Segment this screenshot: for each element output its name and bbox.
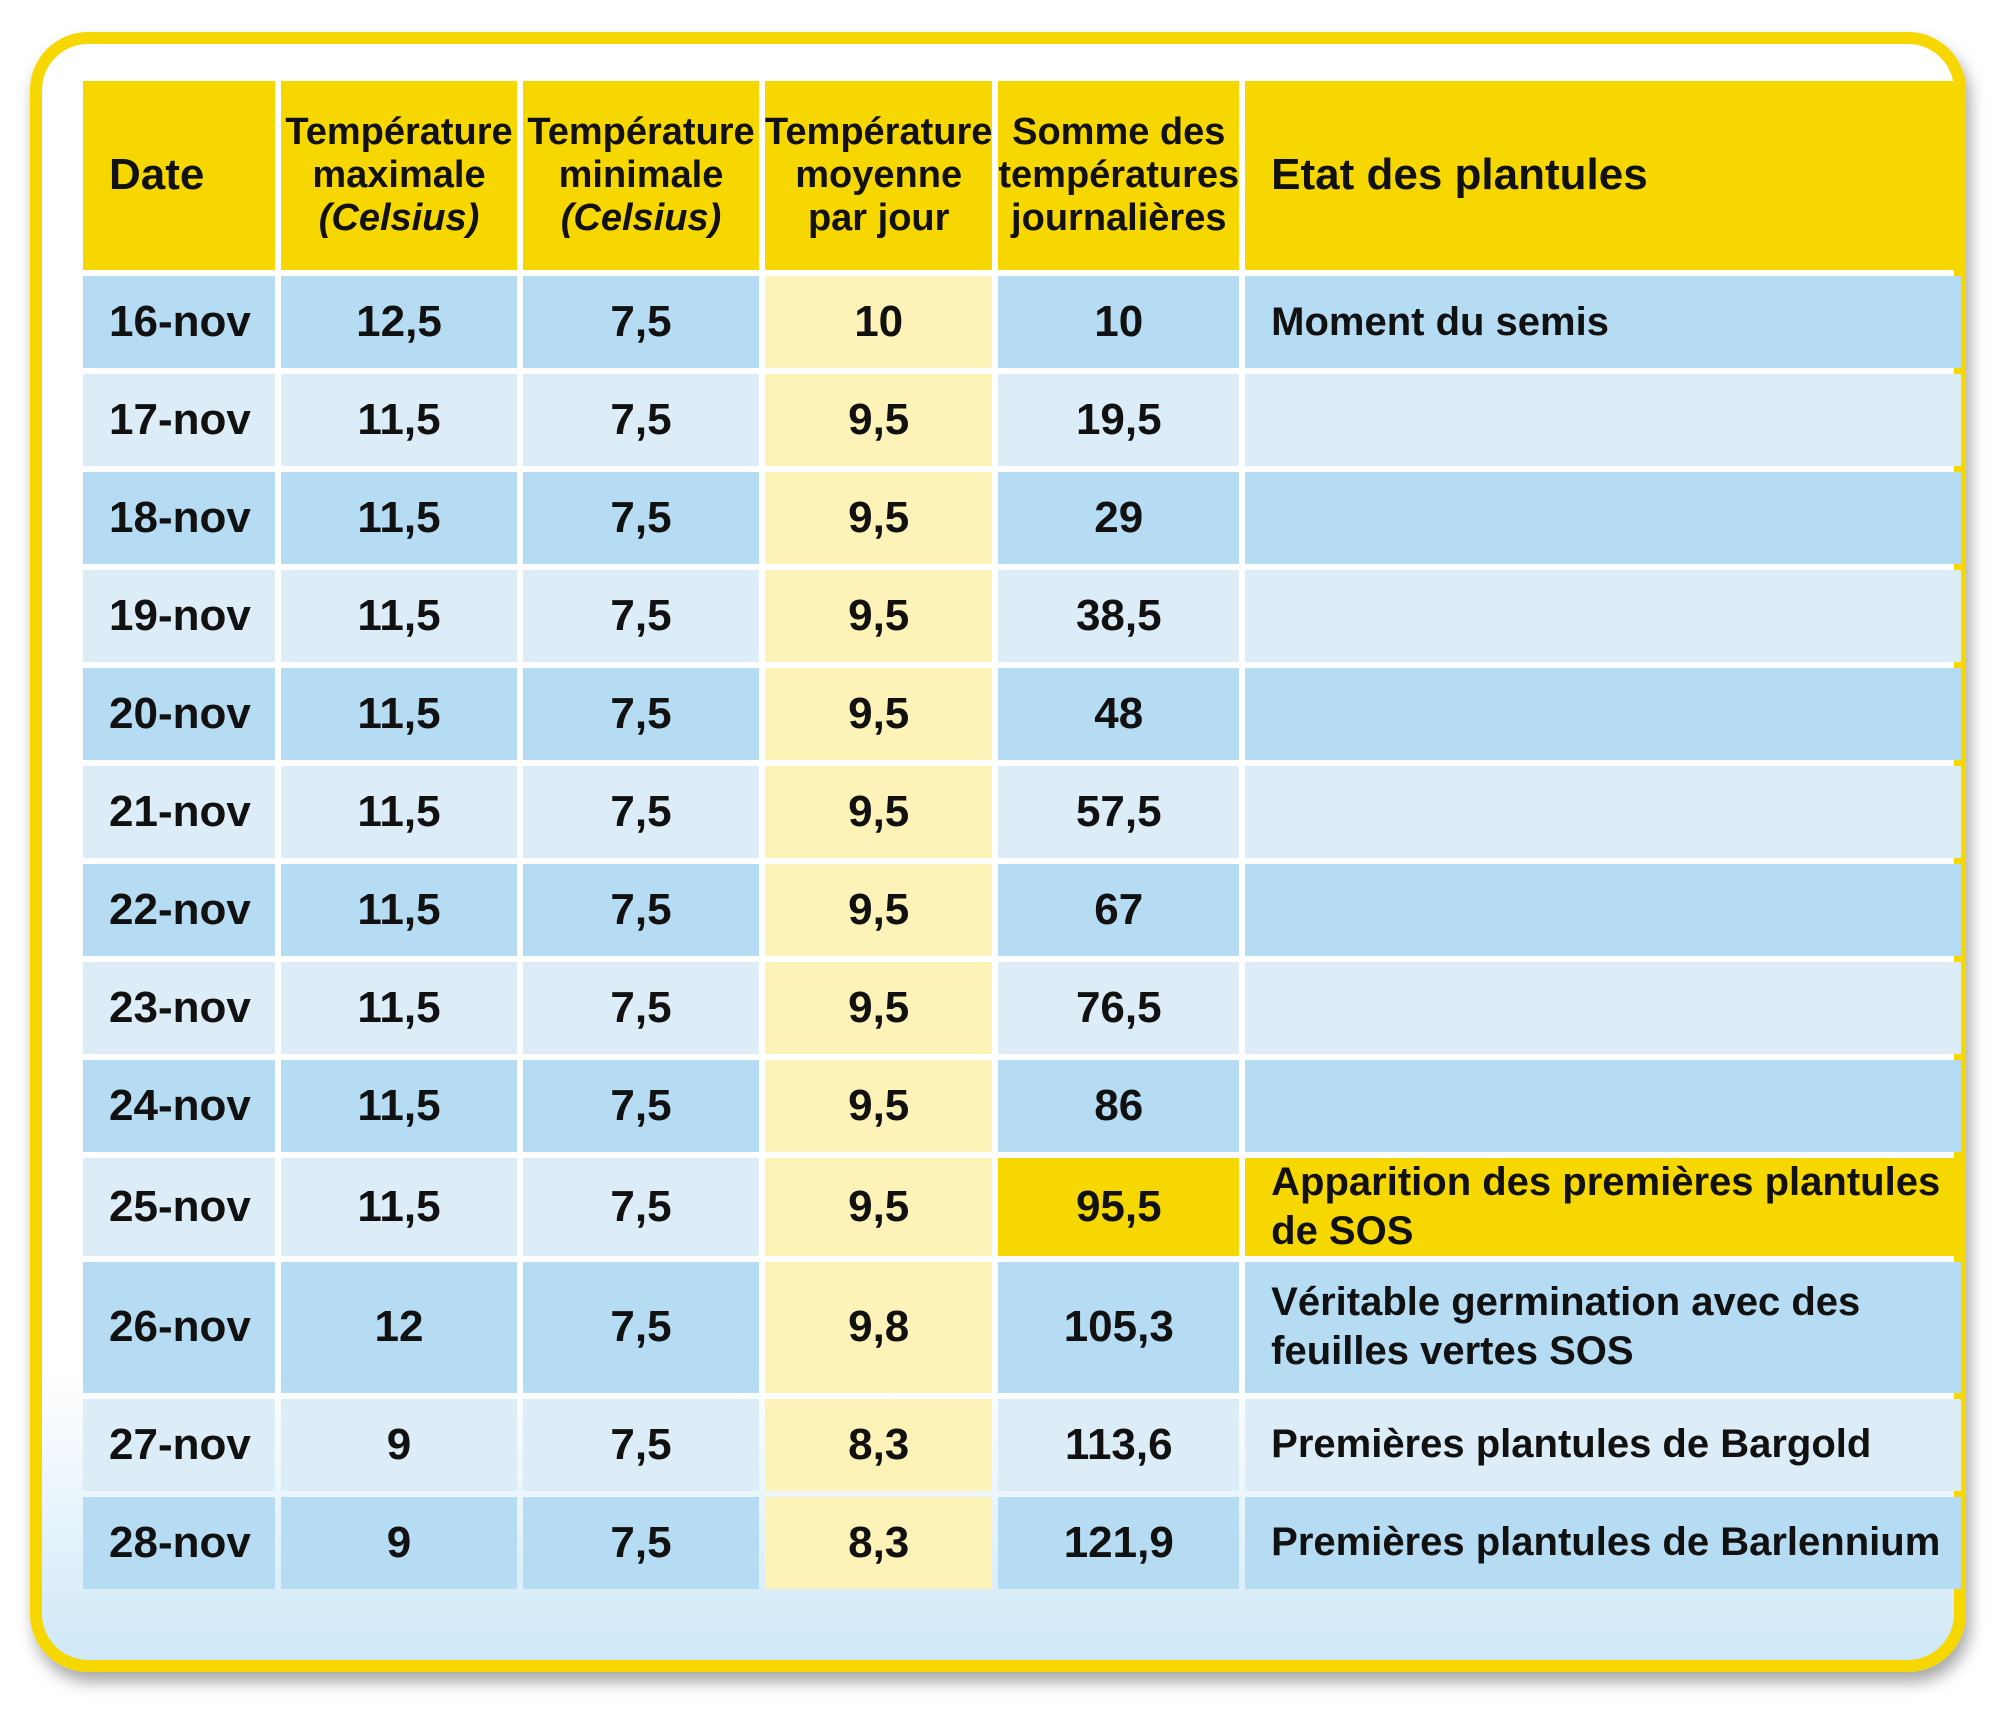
- table-row: [83, 1158, 1961, 1256]
- temperature-table: [77, 75, 1967, 1595]
- cell-date: 16-nov: [83, 276, 275, 368]
- column-header-tmoy: [765, 81, 992, 270]
- column-header-line: températures: [998, 153, 1240, 196]
- cell-date: 27-nov: [83, 1399, 275, 1491]
- column-header-line: Température: [765, 110, 993, 153]
- table-row: [83, 570, 1961, 662]
- cell-etat: Moment du semis: [1245, 276, 1961, 368]
- column-header-line: minimale: [558, 153, 724, 196]
- table-header: [83, 81, 1961, 270]
- cell-tmax: 11,5: [281, 1060, 517, 1152]
- table-row: [83, 1262, 1961, 1393]
- table-row: [83, 1060, 1961, 1152]
- table-row: [83, 864, 1961, 956]
- cell-etat: [1245, 766, 1961, 858]
- cell-tmax: 11,5: [281, 570, 517, 662]
- column-header-line: journalières: [1011, 197, 1227, 240]
- cell-sum: 10: [998, 276, 1239, 368]
- column-header-tmax: [281, 81, 517, 270]
- column-header-line: par jour: [807, 197, 950, 240]
- cell-etat: [1245, 668, 1961, 760]
- cell-etat: [1245, 570, 1961, 662]
- cell-etat: Véritable germination avec des feuilles vertes SOS: [1245, 1262, 1961, 1393]
- cell-sum: 76,5: [998, 962, 1239, 1054]
- table-row: [83, 668, 1961, 760]
- cell-etat: Premières plantules de Bargold: [1245, 1399, 1961, 1491]
- cell-tmoy: 9,5: [765, 864, 992, 956]
- cell-sum: 95,5: [998, 1158, 1239, 1256]
- cell-date: 24-nov: [83, 1060, 275, 1152]
- cell-tmax: 12: [281, 1262, 517, 1393]
- cell-tmin: 7,5: [523, 962, 759, 1054]
- cell-tmin: 7,5: [523, 1262, 759, 1393]
- cell-date: 21-nov: [83, 766, 275, 858]
- cell-tmax: 11,5: [281, 668, 517, 760]
- cell-tmoy: 9,8: [765, 1262, 992, 1393]
- column-header-line: Etat des plantules: [1271, 150, 1648, 200]
- column-header-unit: (Celsius): [560, 197, 722, 240]
- cell-etat: [1245, 864, 1961, 956]
- table-row: [83, 276, 1961, 368]
- cell-date: 28-nov: [83, 1497, 275, 1589]
- table-row: [83, 766, 1961, 858]
- table-row: [83, 374, 1961, 466]
- cell-tmin: 7,5: [523, 668, 759, 760]
- cell-tmoy: 9,5: [765, 668, 992, 760]
- column-header-line: moyenne: [795, 153, 963, 196]
- cell-sum: 121,9: [998, 1497, 1239, 1589]
- column-header-line: Température: [285, 110, 513, 153]
- column-header-sum: [998, 81, 1239, 270]
- cell-tmax: 11,5: [281, 766, 517, 858]
- column-header-line: maximale: [312, 153, 486, 196]
- cell-etat: Premières plantules de Barlennium: [1245, 1497, 1961, 1589]
- cell-tmin: 7,5: [523, 1158, 759, 1256]
- cell-sum: 86: [998, 1060, 1239, 1152]
- cell-date: 25-nov: [83, 1158, 275, 1256]
- cell-tmoy: 9,5: [765, 570, 992, 662]
- cell-tmoy: 9,5: [765, 472, 992, 564]
- cell-tmoy: 10: [765, 276, 992, 368]
- cell-tmin: 7,5: [523, 276, 759, 368]
- cell-sum: 57,5: [998, 766, 1239, 858]
- column-header-date: [83, 81, 275, 270]
- cell-tmoy: 9,5: [765, 1060, 992, 1152]
- column-header-line: Date: [109, 150, 205, 200]
- table-row: [83, 1497, 1961, 1589]
- cell-tmoy: 8,3: [765, 1399, 992, 1491]
- cell-sum: 48: [998, 668, 1239, 760]
- cell-tmin: 7,5: [523, 1399, 759, 1491]
- cell-sum: 38,5: [998, 570, 1239, 662]
- cell-tmin: 7,5: [523, 1497, 759, 1589]
- cell-sum: 113,6: [998, 1399, 1239, 1491]
- cell-tmax: 11,5: [281, 962, 517, 1054]
- cell-date: 26-nov: [83, 1262, 275, 1393]
- cell-tmin: 7,5: [523, 1060, 759, 1152]
- cell-etat: [1245, 962, 1961, 1054]
- cell-tmoy: 9,5: [765, 962, 992, 1054]
- cell-tmax: 9: [281, 1399, 517, 1491]
- header-row: [83, 81, 1961, 270]
- cell-etat: [1245, 1060, 1961, 1152]
- cell-tmax: 11,5: [281, 472, 517, 564]
- cell-date: 19-nov: [83, 570, 275, 662]
- table-body: [83, 276, 1961, 1589]
- cell-tmax: 9: [281, 1497, 517, 1589]
- cell-date: 18-nov: [83, 472, 275, 564]
- cell-tmax: 11,5: [281, 1158, 517, 1256]
- cell-sum: 67: [998, 864, 1239, 956]
- cell-tmax: 11,5: [281, 374, 517, 466]
- table-row: [83, 962, 1961, 1054]
- column-header-tmin: [523, 81, 759, 270]
- cell-date: 23-nov: [83, 962, 275, 1054]
- cell-tmoy: 9,5: [765, 766, 992, 858]
- table-row: [83, 472, 1961, 564]
- cell-etat: [1245, 374, 1961, 466]
- cell-tmin: 7,5: [523, 570, 759, 662]
- column-header-unit: (Celsius): [318, 197, 480, 240]
- cell-tmin: 7,5: [523, 472, 759, 564]
- cell-tmin: 7,5: [523, 766, 759, 858]
- cell-tmax: 12,5: [281, 276, 517, 368]
- cell-etat: Apparition des premières plantules de SOS: [1245, 1158, 1961, 1256]
- cell-tmax: 11,5: [281, 864, 517, 956]
- cell-tmin: 7,5: [523, 864, 759, 956]
- column-header-etat: [1245, 81, 1961, 270]
- cell-date: 17-nov: [83, 374, 275, 466]
- column-header-line: Température: [527, 110, 755, 153]
- cell-date: 22-nov: [83, 864, 275, 956]
- cell-sum: 29: [998, 472, 1239, 564]
- cell-sum: 19,5: [998, 374, 1239, 466]
- cell-etat: [1245, 472, 1961, 564]
- column-header-line: Somme des: [1012, 110, 1226, 153]
- cell-date: 20-nov: [83, 668, 275, 760]
- cell-tmoy: 8,3: [765, 1497, 992, 1589]
- cell-tmoy: 9,5: [765, 1158, 992, 1256]
- table-row: [83, 1399, 1961, 1491]
- cell-tmin: 7,5: [523, 374, 759, 466]
- cell-tmoy: 9,5: [765, 374, 992, 466]
- cell-sum: 105,3: [998, 1262, 1239, 1393]
